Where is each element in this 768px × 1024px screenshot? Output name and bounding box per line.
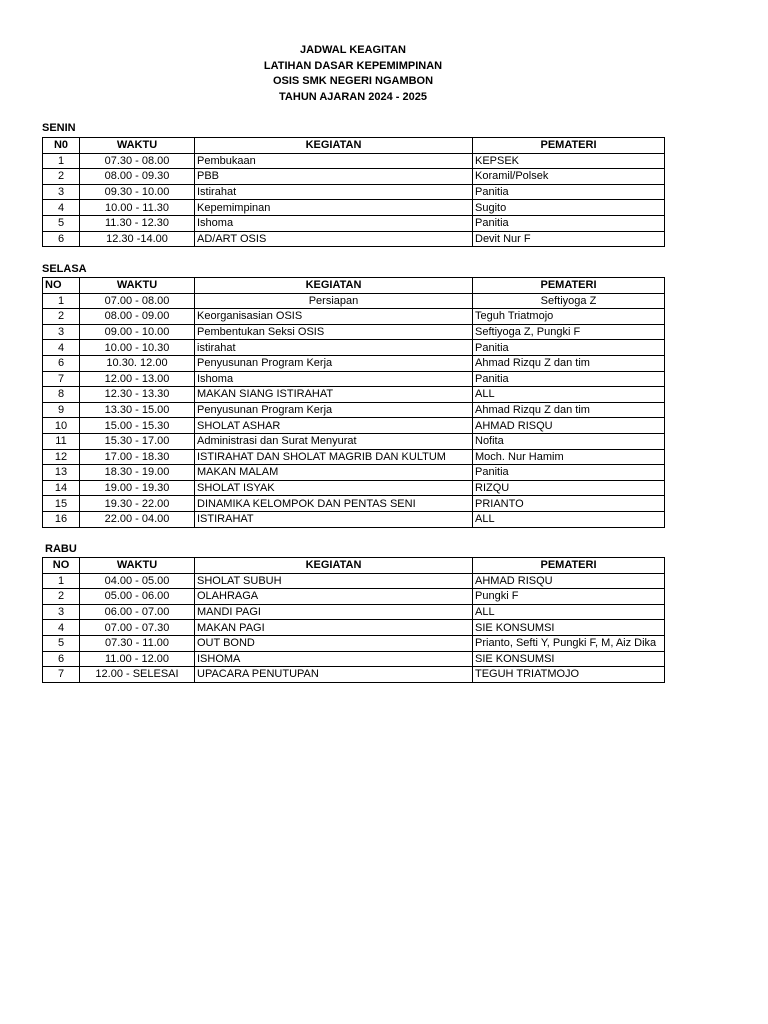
cell-kegiatan: Pembentukan Seksi OSIS: [195, 324, 473, 340]
table-row: [43, 480, 665, 496]
col-header-no: NO: [43, 558, 80, 574]
cell-no: 15: [43, 496, 80, 512]
table-row: [43, 355, 665, 371]
cell-waktu: 11.00 - 12.00: [80, 651, 195, 667]
cell-no: 1: [43, 293, 80, 309]
cell-kegiatan: SHOLAT SUBUH: [195, 573, 473, 589]
cell-kegiatan: OUT BOND: [195, 635, 473, 651]
cell-no: 2: [43, 309, 80, 325]
cell-pemateri: Panitia: [473, 340, 665, 356]
cell-no: 14: [43, 480, 80, 496]
table-selasa: [42, 277, 665, 528]
table-row: [43, 496, 665, 512]
cell-waktu: 07.30 - 11.00: [80, 635, 195, 651]
cell-no: 1: [43, 153, 80, 169]
cell-pemateri: Sugito: [473, 200, 665, 216]
table-header-row: [43, 138, 665, 154]
cell-no: 4: [43, 620, 80, 636]
cell-waktu: 22.00 - 04.00: [80, 511, 195, 527]
cell-pemateri: Panitia: [473, 215, 665, 231]
cell-kegiatan: DINAMIKA KELOMPOK DAN PENTAS SENI: [195, 496, 473, 512]
cell-no: 3: [43, 604, 80, 620]
cell-pemateri: Pungki F: [473, 589, 665, 605]
section-label-selasa: SELASA: [42, 263, 87, 275]
cell-pemateri: ALL: [473, 387, 665, 403]
cell-waktu: 19.00 - 19.30: [80, 480, 195, 496]
cell-kegiatan: OLAHRAGA: [195, 589, 473, 605]
cell-pemateri: Nofita: [473, 433, 665, 449]
col-header-kegiatan: KEGIATAN: [195, 138, 473, 154]
cell-pemateri: SIE KONSUMSI: [473, 651, 665, 667]
document-header: [42, 43, 664, 105]
cell-kegiatan: SHOLAT ASHAR: [195, 418, 473, 434]
cell-no: 7: [43, 667, 80, 683]
table-row: [43, 324, 665, 340]
table-row: [43, 387, 665, 403]
cell-kegiatan: Persiapan: [195, 293, 473, 309]
cell-no: 6: [43, 231, 80, 247]
cell-pemateri: Panitia: [473, 371, 665, 387]
cell-no: 6: [43, 355, 80, 371]
cell-no: 6: [43, 651, 80, 667]
cell-pemateri: Seftiyoga Z: [473, 293, 665, 309]
cell-waktu: 12.00 - SELESAI: [80, 667, 195, 683]
table-row: [43, 604, 665, 620]
cell-kegiatan: ISHOMA: [195, 651, 473, 667]
cell-kegiatan: SHOLAT ISYAK: [195, 480, 473, 496]
cell-pemateri: Ahmad Rizqu Z dan tim: [473, 355, 665, 371]
cell-waktu: 15.30 - 17.00: [80, 433, 195, 449]
col-header-waktu: WAKTU: [80, 138, 195, 154]
cell-no: 7: [43, 371, 80, 387]
cell-waktu: 19.30 - 22.00: [80, 496, 195, 512]
table-row: [43, 620, 665, 636]
cell-pemateri: ALL: [473, 604, 665, 620]
cell-pemateri: Panitia: [473, 184, 665, 200]
cell-kegiatan: ISTIRAHAT DAN SHOLAT MAGRIB DAN KULTUM: [195, 449, 473, 465]
table-row: [43, 589, 665, 605]
header-school: OSIS SMK NEGERI NGAMBON: [272, 75, 434, 87]
cell-waktu: 15.00 - 15.30: [80, 418, 195, 434]
cell-waktu: 10.00 - 10.30: [80, 340, 195, 356]
cell-no: 12: [43, 449, 80, 465]
cell-pemateri: Koramil/Polsek: [473, 169, 665, 185]
header-title: JADWAL KEAGITAN: [300, 44, 406, 56]
cell-waktu: 04.00 - 05.00: [80, 573, 195, 589]
col-header-no: NO: [43, 278, 80, 294]
cell-kegiatan: Kepemimpinan: [195, 200, 473, 216]
table-rabu: [42, 557, 665, 683]
cell-no: 4: [43, 340, 80, 356]
table-row: [43, 667, 665, 683]
cell-no: 3: [43, 324, 80, 340]
col-header-pemateri: PEMATERI: [473, 278, 665, 294]
col-header-kegiatan: KEGIATAN: [195, 278, 473, 294]
cell-waktu: 05.00 - 06.00: [80, 589, 195, 605]
section-label-senin: SENIN: [42, 122, 76, 134]
table-header-row: [43, 558, 665, 574]
cell-pemateri: PRIANTO: [473, 496, 665, 512]
cell-no: 16: [43, 511, 80, 527]
cell-pemateri: Moch. Nur Hamim: [473, 449, 665, 465]
cell-no: 5: [43, 635, 80, 651]
table-header-row: [43, 278, 665, 294]
cell-waktu: 09.00 - 10.00: [80, 324, 195, 340]
cell-pemateri: KEPSEK: [473, 153, 665, 169]
col-header-waktu: WAKTU: [80, 278, 195, 294]
cell-no: 5: [43, 215, 80, 231]
table-row: [43, 449, 665, 465]
cell-waktu: 10.30. 12.00: [80, 355, 195, 371]
cell-kegiatan: Ishoma: [195, 215, 473, 231]
cell-waktu: 11.30 - 12.30: [80, 215, 195, 231]
cell-no: 8: [43, 387, 80, 403]
cell-kegiatan: MAKAN PAGI: [195, 620, 473, 636]
cell-pemateri: Panitia: [473, 465, 665, 481]
cell-no: 4: [43, 200, 80, 216]
table-row: [43, 200, 665, 216]
cell-kegiatan: Pembukaan: [195, 153, 473, 169]
cell-pemateri: AHMAD RISQU: [473, 573, 665, 589]
cell-kegiatan: UPACARA PENUTUPAN: [195, 667, 473, 683]
cell-pemateri: RIZQU: [473, 480, 665, 496]
table-row: [43, 215, 665, 231]
table-row: [43, 169, 665, 185]
cell-waktu: 13.30 - 15.00: [80, 402, 195, 418]
cell-kegiatan: ISTIRAHAT: [195, 511, 473, 527]
cell-no: 9: [43, 402, 80, 418]
table-row: [43, 309, 665, 325]
cell-pemateri: Devit Nur F: [473, 231, 665, 247]
col-header-waktu: WAKTU: [80, 558, 195, 574]
cell-waktu: 07.00 - 08.00: [80, 293, 195, 309]
table-row: [43, 651, 665, 667]
header-year: TAHUN AJARAN 2024 - 2025: [279, 90, 427, 103]
col-header-pemateri: PEMATERI: [473, 138, 665, 154]
cell-no: 10: [43, 418, 80, 434]
cell-no: 2: [43, 169, 80, 185]
cell-waktu: 12.30 - 13.30: [80, 387, 195, 403]
cell-kegiatan: Keorganisasian OSIS: [195, 309, 473, 325]
table-row: [43, 511, 665, 527]
cell-no: 3: [43, 184, 80, 200]
cell-kegiatan: MAKAN MALAM: [195, 465, 473, 481]
col-header-no: N0: [43, 138, 80, 154]
cell-kegiatan: AD/ART OSIS: [195, 231, 473, 247]
cell-pemateri: Ahmad Rizqu Z dan tim: [473, 402, 665, 418]
section-label-rabu: RABU: [45, 543, 77, 555]
table-row: [43, 293, 665, 309]
cell-waktu: 12.00 - 13.00: [80, 371, 195, 387]
table-row: [43, 418, 665, 434]
cell-kegiatan: Administrasi dan Surat Menyurat: [195, 433, 473, 449]
cell-pemateri: Teguh Triatmojo: [473, 309, 665, 325]
cell-kegiatan: Istirahat: [195, 184, 473, 200]
cell-no: 2: [43, 589, 80, 605]
cell-pemateri: TEGUH TRIATMOJO: [473, 667, 665, 683]
table-row: [43, 573, 665, 589]
cell-no: 13: [43, 465, 80, 481]
cell-waktu: 12.30 -14.00: [80, 231, 195, 247]
table-row: [43, 231, 665, 247]
cell-waktu: 09.30 - 10.00: [80, 184, 195, 200]
cell-waktu: 10.00 - 11.30: [80, 200, 195, 216]
cell-waktu: 07.30 - 08.00: [80, 153, 195, 169]
cell-waktu: 17.00 - 18.30: [80, 449, 195, 465]
cell-kegiatan: MAKAN SIANG ISTIRAHAT: [195, 387, 473, 403]
table-senin: [42, 137, 665, 247]
table-row: [43, 433, 665, 449]
cell-pemateri: ALL: [473, 511, 665, 527]
table-row: [43, 635, 665, 651]
cell-kegiatan: Penyusunan Program Kerja: [195, 402, 473, 418]
table-row: [43, 153, 665, 169]
cell-pemateri: Prianto, Sefti Y, Pungki F, M, Aiz Dika: [473, 635, 665, 651]
table-row: [43, 184, 665, 200]
cell-pemateri: Seftiyoga Z, Pungki F: [473, 324, 665, 340]
table-row: [43, 402, 665, 418]
col-header-pemateri: PEMATERI: [473, 558, 665, 574]
table-row: [43, 371, 665, 387]
col-header-kegiatan: KEGIATAN: [195, 558, 473, 574]
cell-kegiatan: istirahat: [195, 340, 473, 356]
cell-waktu: 06.00 - 07.00: [80, 604, 195, 620]
cell-no: 11: [43, 433, 80, 449]
cell-waktu: 08.00 - 09.30: [80, 169, 195, 185]
cell-kegiatan: PBB: [195, 169, 473, 185]
cell-waktu: 08.00 - 09.00: [80, 309, 195, 325]
header-subtitle: LATIHAN DASAR KEPEMIMPINAN: [263, 59, 443, 72]
table-row: [43, 465, 665, 481]
cell-waktu: 07.00 - 07.30: [80, 620, 195, 636]
cell-pemateri: AHMAD RISQU: [473, 418, 665, 434]
cell-kegiatan: Penyusunan Program Kerja: [195, 355, 473, 371]
cell-kegiatan: Ishoma: [195, 371, 473, 387]
cell-pemateri: SIE KONSUMSI: [473, 620, 665, 636]
cell-kegiatan: MANDI PAGI: [195, 604, 473, 620]
cell-waktu: 18.30 - 19.00: [80, 465, 195, 481]
table-row: [43, 340, 665, 356]
cell-no: 1: [43, 573, 80, 589]
